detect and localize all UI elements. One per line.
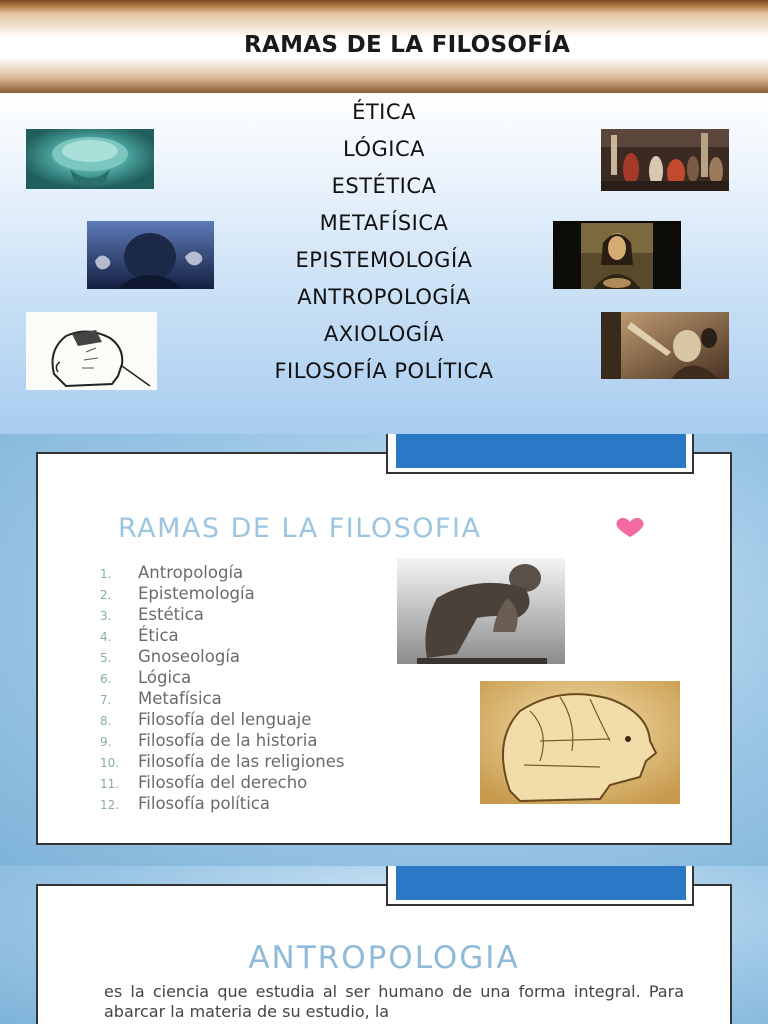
slide2-title: RAMAS DE LA FILOSOFIA <box>118 513 482 544</box>
slide1-title: RAMAS DE LA FILOSOFÍA <box>244 32 571 58</box>
head-sculpture-image <box>26 129 154 189</box>
list-item: 2. Epistemología <box>100 584 255 603</box>
branch-item: LÓGICA <box>343 137 425 161</box>
slide3-tab <box>386 866 694 906</box>
branches-numbered-list <box>100 563 345 815</box>
list-item: 9. Filosofía de la historia <box>100 731 318 750</box>
branch-item: METAFÍSICA <box>319 211 449 235</box>
thinker-sculpture-image <box>397 558 565 664</box>
branch-item: AXIOLOGÍA <box>323 322 445 346</box>
slide2-tab-bar <box>396 434 686 468</box>
slide2-tab <box>386 434 694 474</box>
phrenology-head-image <box>480 681 680 804</box>
branch-item: FILOSOFÍA POLÍTICA <box>274 359 494 383</box>
list-item: 10. Filosofía de las religiones <box>100 752 345 771</box>
school-of-athens-painting <box>601 129 729 191</box>
list-item: 5. Gnoseología <box>100 647 241 666</box>
book-cover-painting <box>601 312 729 379</box>
list-item: 3. Estética <box>100 605 204 624</box>
slide3-title: ANTROPOLOGIA <box>248 940 520 976</box>
list-item: 8. Filosofía del lenguaje <box>100 710 312 729</box>
branch-item: ANTROPOLOGÍA <box>297 285 471 309</box>
slide3-tab-bar <box>396 866 686 900</box>
branch-item: EPISTEMOLOGÍA <box>295 248 473 272</box>
list-item: 1. Antropología <box>100 563 244 582</box>
mona-lisa-painting <box>553 221 681 289</box>
list-item: 12. Filosofía política <box>100 794 270 813</box>
list-item: 7. Metafísica <box>100 689 222 708</box>
phrenology-head-sketch <box>26 312 157 390</box>
branch-item: ESTÉTICA <box>331 174 437 198</box>
slide3-body-text: es la ciencia que estudia al ser humano de una forma integral. Para abarcar la materia de su estudio, la <box>104 982 684 1021</box>
list-item: 4. Ética <box>100 626 179 645</box>
branch-item: ÉTICA <box>352 100 416 124</box>
list-item: 6. Lógica <box>100 668 192 687</box>
back-of-head-image <box>87 221 214 289</box>
heart-icon <box>612 516 648 538</box>
list-item: 11. Filosofía del derecho <box>100 773 308 792</box>
